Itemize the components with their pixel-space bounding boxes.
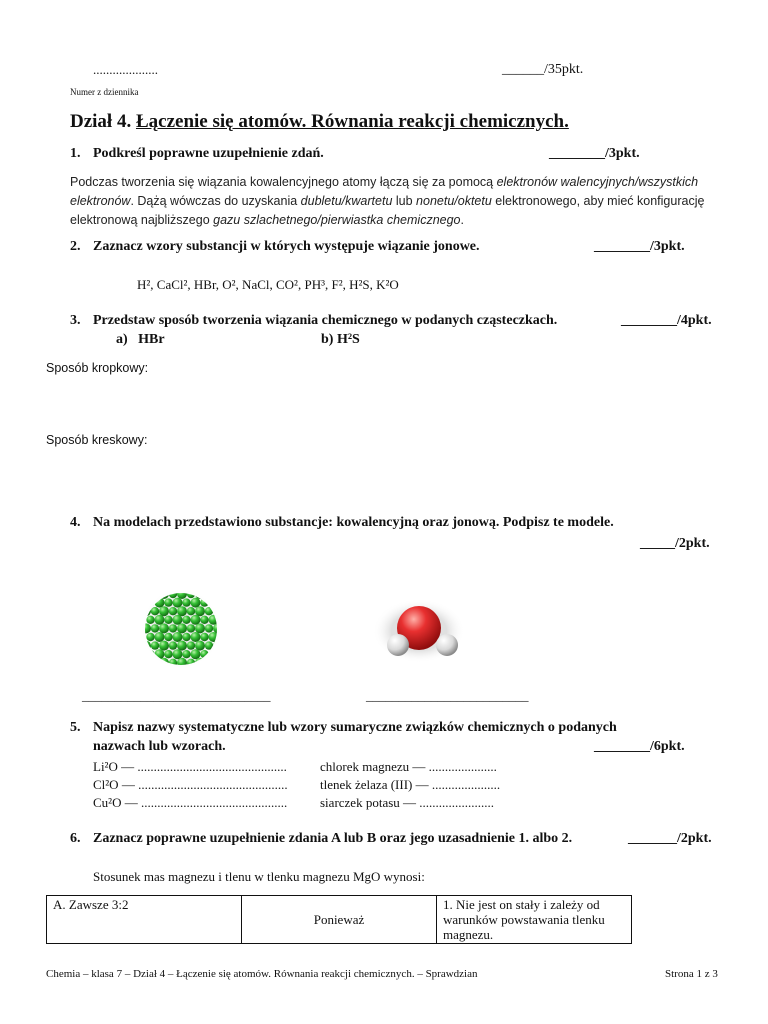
- q6-text: Zaznacz poprawne uzupełnienie zdania A lub B oraz jego uzasadnienie 1. albo 2.: [93, 831, 573, 846]
- q2-formulas[interactable]: H², CaCl², HBr, O², NaCl, CO², PH³, F², H²S, K²O: [137, 277, 399, 292]
- page-title: [70, 111, 569, 133]
- q1-text-part1: Podczas tworzenia się wiązania kowalencyjnego atomy łączą się za pomocą: [70, 175, 497, 189]
- lattice-ion: [195, 623, 205, 633]
- page-number: Strona 1 z 3: [665, 968, 718, 980]
- lattice-ion: [182, 616, 190, 624]
- q5-number: 5.: [70, 720, 81, 735]
- lattice-ion: [169, 641, 177, 649]
- q6-answer-table: [46, 895, 632, 944]
- lattice-ion: [182, 633, 190, 641]
- q6-heading: [70, 831, 572, 847]
- lattice-ion: [159, 623, 169, 633]
- lattice-ion: [205, 590, 213, 598]
- lattice-ion: [191, 598, 201, 608]
- q5-text-line1: Napisz nazwy systematyczne lub wzory sumaryczne związków chemicznych o podanych: [93, 720, 617, 735]
- q3-part-a: [116, 332, 165, 348]
- lattice-ion: [173, 615, 183, 625]
- q4-score: _____/2pkt.: [640, 536, 710, 551]
- q2-score: ________/3pkt.: [594, 239, 685, 254]
- q1-text: Podkreśl poprawne uzupełnienie zdań.: [93, 146, 324, 161]
- lattice-ion: [146, 616, 154, 624]
- lattice-ion: [218, 650, 222, 658]
- q5-text-line2: nazwach lub wzorach.: [93, 739, 226, 754]
- ionic-lattice-icon: [140, 588, 222, 670]
- q1-heading: [70, 146, 324, 162]
- lattice-ion: [164, 598, 172, 606]
- q1-text-part2: . Dążą wówczas do uzyskania: [130, 194, 301, 208]
- q6-stem: Stosunek mas magnezu i tlenu w tlenku magnezu MgO wynosi:: [93, 869, 425, 884]
- journal-number-label: Numer z dziennika: [70, 87, 139, 97]
- lattice-ion: [173, 598, 183, 608]
- total-score: ______/35pkt.: [502, 62, 584, 77]
- lattice-ion: [164, 616, 172, 624]
- lattice-ion: [164, 650, 172, 658]
- q5-heading: [70, 720, 617, 736]
- dot-method-label: Sposób kropkowy:: [46, 361, 149, 375]
- q5-right-item[interactable]: siarczek potasu — .......................: [320, 795, 495, 810]
- q5-left-item[interactable]: Cl²O — ..............................................: [93, 777, 288, 792]
- q1-paragraph: [70, 173, 720, 230]
- q5-right-item[interactable]: tlenek żelaza (III) — .....................: [320, 777, 501, 792]
- lattice-ion: [213, 658, 222, 668]
- q1-text-part5: .: [460, 213, 464, 227]
- lattice-ion: [164, 633, 172, 641]
- lattice-ion: [141, 658, 151, 668]
- lattice-ion: [213, 589, 222, 599]
- lattice-ion: [182, 598, 190, 606]
- q3-heading: [70, 313, 557, 329]
- q3-a-label: a): [116, 332, 128, 347]
- lattice-ion: [173, 649, 183, 659]
- q1-score: ________/3pkt.: [549, 146, 640, 161]
- lattice-ion: [195, 606, 205, 616]
- q2-heading: [70, 239, 480, 255]
- q2-number: 2.: [70, 239, 81, 254]
- title-prefix: Dział 4.: [70, 111, 132, 132]
- q5-score: ________/6pkt.: [594, 739, 685, 754]
- q1-option-doublet[interactable]: dubletu/kwartetu: [300, 194, 393, 208]
- q3-number: 3.: [70, 313, 81, 328]
- q1-option-electrons[interactable]: elektronów walencyjnych/wszystkich elektronów: [70, 175, 699, 208]
- q3-a-value: HBr: [138, 332, 165, 347]
- q6-option-a[interactable]: A. Zawsze 3:2: [47, 896, 242, 944]
- lattice-ion: [159, 606, 169, 616]
- lattice-ion: [187, 641, 195, 649]
- q5-left-item[interactable]: Cu²O — .............................................: [93, 795, 288, 810]
- dash-method-label: Sposób kreskowy:: [46, 433, 148, 447]
- lattice-ion: [155, 615, 165, 625]
- lattice-ion: [141, 589, 151, 599]
- title-text: Łączenie się atomów. Równania reakcji chemicznych.: [135, 111, 569, 132]
- q1-option-gas[interactable]: gazu szlachetnego/pierwiastka chemicznego: [213, 213, 461, 227]
- lattice-ion: [177, 641, 187, 651]
- q3-text: Przedstaw sposób tworzenia wiązania chemicznego w podanych cząsteczkach.: [93, 313, 558, 328]
- lattice-ion: [191, 649, 201, 659]
- q4-label-blank-2[interactable]: _________________________: [366, 688, 529, 703]
- lattice-ion: [177, 606, 187, 616]
- lattice-ion: [177, 623, 187, 633]
- lattice-ion: [151, 624, 159, 632]
- q1-text-part4: elektronowego, aby mieć konfigurację elektronową najbliższego: [70, 194, 705, 227]
- lattice-ion: [200, 633, 208, 641]
- lattice-ion: [146, 633, 154, 641]
- q2-text: Zaznacz wzory substancji w których występuje wiązanie jonowe.: [93, 239, 480, 254]
- footer-text: Chemia – klasa 7 – Dział 4 – Łączenie się atomów. Równania reakcji chemicznych. – Sprawdzian: [46, 968, 478, 980]
- q4-heading: [70, 515, 614, 531]
- q4-number: 4.: [70, 515, 81, 530]
- lattice-ion: [191, 632, 201, 642]
- lattice-ion: [169, 624, 177, 632]
- lattice-ion: [169, 607, 177, 615]
- lattice-ion: [191, 615, 201, 625]
- lattice-ion: [151, 607, 159, 615]
- lattice-ion: [182, 650, 190, 658]
- q6-score: _______/2pkt.: [628, 831, 712, 846]
- q3-part-b: b) H²S: [321, 332, 360, 347]
- lattice-ion: [218, 598, 222, 606]
- lattice-ion: [187, 624, 195, 632]
- q6-reason-1[interactable]: 1. Nie jest on stały i zależy od warunków powstawania tlenku magnezu.: [437, 896, 632, 944]
- lattice-ion: [173, 632, 183, 642]
- q3-score: ________/4pkt.: [621, 313, 712, 328]
- name-field-dots[interactable]: ....................: [93, 62, 158, 77]
- q5-left-item[interactable]: Li²O — ..............................................: [93, 759, 287, 774]
- lattice-ion: [195, 641, 205, 651]
- lattice-ion: [187, 607, 195, 615]
- lattice-ion: [205, 624, 213, 632]
- q5-right-item[interactable]: chlorek magnezu — .....................: [320, 759, 497, 774]
- q4-label-blank-1[interactable]: _____________________________: [82, 688, 271, 703]
- lattice-ion: [151, 641, 159, 649]
- lattice-ion: [200, 616, 208, 624]
- lattice-ion: [155, 632, 165, 642]
- q1-text-part3: lub: [392, 194, 417, 208]
- lattice-ion: [159, 641, 169, 651]
- q4-text: Na modelach przedstawiono substancje: kowalencyjną oraz jonową. Podpisz te modele.: [93, 515, 614, 530]
- q1-option-octet[interactable]: nonetu/oktetu: [416, 194, 492, 208]
- water-molecule-icon: [372, 598, 466, 664]
- q6-number: 6.: [70, 831, 81, 846]
- q1-number: 1.: [70, 146, 81, 161]
- q6-because: Ponieważ: [242, 896, 437, 944]
